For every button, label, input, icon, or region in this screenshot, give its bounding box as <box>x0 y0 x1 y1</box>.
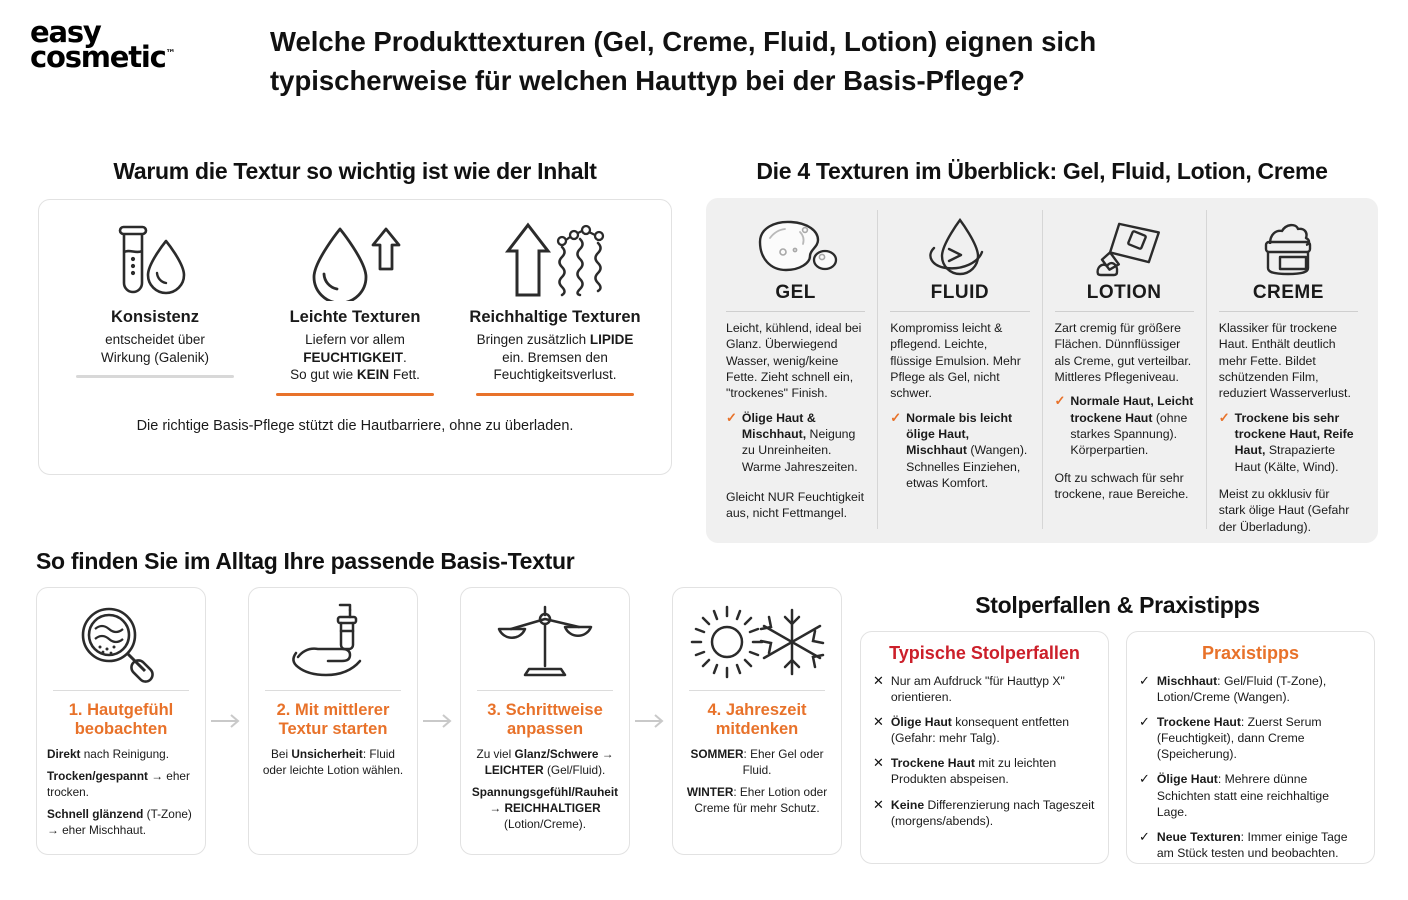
tip-item <box>1139 829 1362 861</box>
why-heading: Leichte Texturen <box>289 308 421 326</box>
tip-item-text: Neue Texturen: Immer einige Tage am Stück testen und beobachten. <box>1156 829 1348 860</box>
brand-line-1: easy <box>30 15 101 49</box>
texture-suited-text: Normale Haut, Leicht trockene Haut (ohne starkes Spannung). Körperpartien. <box>1070 394 1194 458</box>
practice-tips-card <box>1126 631 1375 864</box>
check-icon: ✓ <box>1139 771 1150 787</box>
texture-note: Meist zu okklusiv für stark ölige Haut (Gefahr der Überladung). <box>1218 487 1350 534</box>
step-body: Zu viel Glanz/Schwere → LEICHTER (Gel/Fluid). Spannungsgefühl/Rauheit → REICHHALTIGER (Lotion/Creme). <box>471 747 619 831</box>
step-title: 4. Jahreszeit mitdenken <box>707 701 807 739</box>
texture-name: FLUID <box>890 282 1029 312</box>
texture-name: CREME <box>1219 282 1358 312</box>
trap-item-text: Trockene Haut mit zu leichten Produkten abspeisen. <box>890 756 1057 787</box>
cross-icon: ✕ <box>873 673 884 688</box>
check-icon: ✓ <box>1139 828 1150 844</box>
step-divider <box>265 690 401 691</box>
traps-section-title: Stolperfallen & Praxistipps <box>975 592 1260 618</box>
balance-scale-icon <box>471 600 619 684</box>
step-card-4 <box>672 587 842 855</box>
check-icon: ✓ <box>890 409 902 425</box>
why-body: Liefern vor allem FEUCHTIGKEIT. So gut wie KEIN Fett. <box>290 331 420 383</box>
why-body: Bringen zusätzlich LIPIDE ein. Bremsen den Feuchtigkeitsverlust. <box>476 331 634 383</box>
tip-item-text: Mischhaut: Gel/Fluid (T-Zone), Lotion/Creme (Wangen). <box>1156 674 1327 705</box>
texture-name: GEL <box>726 282 865 312</box>
steps-section-title: So finden Sie im Alltag Ihre passende Basis-Textur <box>36 548 575 574</box>
typical-traps-card <box>860 631 1109 864</box>
check-icon: ✓ <box>726 409 737 425</box>
why-column-konsistenz <box>55 218 255 396</box>
texture-description: Kompromiss leicht & pflegend. Leichte, flüssige Emulsion. Mehr Pflege als Gel, nicht schwer. <box>890 321 1021 401</box>
hand-pump-bottle-icon <box>259 600 407 684</box>
why-body: entscheidet über Wirkung (Galenik) <box>100 331 210 365</box>
check-icon: ✓ <box>1139 714 1150 730</box>
texture-description: Klassiker für trockene Haut. Enthält deutlich mehr Fette. Bildet schützenden Film, reduziert Wasserverlust. <box>1218 321 1351 401</box>
tip-item <box>1139 714 1362 762</box>
why-divider <box>476 393 634 396</box>
texture-note: Oft zu schwach für sehr trockene, raue Bereiche. <box>1054 470 1189 502</box>
trademark-symbol: ™ <box>165 48 176 60</box>
texture-name: LOTION <box>1055 282 1194 312</box>
trap-item-text: Keine Differenzierung nach Tageszeit (morgens/abends). <box>890 797 1095 828</box>
texture-suited-text: Ölige Haut & Mischhaut, Neigung zu Unreinheiten. Warme Jahreszeiten. <box>741 410 858 474</box>
why-texture-section <box>38 158 672 475</box>
why-heading: Reichhaltige Texturen <box>469 308 641 326</box>
step-card-2 <box>248 587 418 855</box>
trap-item <box>873 714 1096 746</box>
tip-item-text: Ölige Haut: Mehrere dünne Schichten statt eine reichhaltige Lage. <box>1156 772 1329 819</box>
step-title: 3. Schrittweise anpassen <box>487 701 603 739</box>
fluid-droplet-swirl-icon <box>890 214 1029 280</box>
texture-description: Leicht, kühlend, ideal bei Glanz. Überwiegend Wasser, wenig/keine Fette. Zieht schnell ein, "trockenes" Finish. <box>726 321 862 401</box>
header <box>0 0 1408 100</box>
creme-jar-icon <box>1219 214 1358 280</box>
step-card-3 <box>460 587 630 855</box>
brand-line-2: cosmetic <box>30 39 166 74</box>
textures-panel <box>706 198 1378 543</box>
why-panel <box>38 199 672 475</box>
cross-icon: ✕ <box>873 755 884 771</box>
lotion-bottle-icon <box>1055 214 1194 280</box>
texture-suited-bullet <box>726 410 865 475</box>
texture-note: Gleicht NUR Feuchtigkeit aus, nicht Fettmangel. <box>726 490 865 521</box>
gel-blob-icon <box>726 214 865 280</box>
cross-icon: ✕ <box>873 714 884 730</box>
trap-item <box>873 797 1096 829</box>
tips-card-heading: Praxistipps <box>1201 643 1300 663</box>
texture-card-gel <box>714 210 877 529</box>
texture-suited-text: Normale bis leicht ölige Haut, Mischhaut (Wangen). Schnelles Einziehen, etwas Komfort. <box>906 410 1028 491</box>
page-title: Welche Produkttexturen (Gel, Creme, Fluid, Lotion) eignen sich typischerweise für welchen Hauttyp bei der Basis-Pflege? <box>270 26 1097 97</box>
sun-snowflake-icon <box>683 600 831 684</box>
why-column-reichhaltige-texturen <box>455 218 655 396</box>
step-body: Direkt nach Reinigung. Trocken/gespannt → eher trocken. Schnell glänzend (T-Zone) → eher Mischhaut. <box>47 747 192 837</box>
step-arrow-1 <box>206 587 248 855</box>
traps-tips-section <box>860 592 1375 864</box>
magnifier-skin-icon <box>47 600 195 684</box>
tip-item <box>1139 673 1362 705</box>
texture-suited-bullet <box>1055 393 1194 458</box>
tip-item-text: Trockene Haut: Zuerst Serum (Feuchtigkeit), dann Creme (Speicherung). <box>1156 715 1322 762</box>
brand-logo <box>0 14 270 74</box>
check-icon: ✓ <box>1218 409 1230 425</box>
why-heading: Konsistenz <box>110 308 199 326</box>
trap-item <box>873 755 1096 787</box>
why-divider <box>76 375 234 378</box>
check-icon: ✓ <box>1054 393 1066 409</box>
steps-section <box>36 548 836 855</box>
trap-item-text: Ölige Haut konsequent entfetten (Gefahr: mehr Talg). <box>890 715 1070 746</box>
cross-icon: ✕ <box>873 796 884 812</box>
arrow-lipids-icon <box>463 218 647 304</box>
why-divider <box>276 393 434 396</box>
texture-card-creme <box>1206 210 1370 534</box>
droplet-up-arrow-icon <box>263 218 447 304</box>
step-title: 2. Mit mittlerer Textur starten <box>276 701 390 739</box>
texture-card-fluid <box>877 210 1041 529</box>
step-title: 1. Hautgefühl beobachten <box>68 701 174 739</box>
step-divider <box>477 690 613 691</box>
step-divider <box>689 690 825 691</box>
test-tube-drop-icon <box>63 218 247 304</box>
step-body: SOMMER: Eher Gel oder Fluid. WINTER: Eher Lotion oder Creme für mehr Schutz. <box>686 747 828 816</box>
check-icon: ✓ <box>1139 673 1150 688</box>
texture-card-lotion <box>1042 210 1206 529</box>
traps-card-heading: Typische Stolperfallen <box>889 643 1080 663</box>
step-card-1 <box>36 587 206 855</box>
step-divider <box>53 690 189 691</box>
why-section-title: Warum die Textur so wichtig ist wie der Inhalt <box>113 158 597 184</box>
texture-suited-bullet <box>890 410 1029 492</box>
trap-item-text: Nur am Aufdruck "für Hauttyp X" orientieren. <box>890 674 1065 705</box>
texture-suited-bullet <box>1219 410 1358 475</box>
trap-item <box>873 673 1096 705</box>
step-arrow-2 <box>418 587 460 855</box>
texture-suited-text: Trockene bis sehr trockene Haut, Reife Haut, Strapazierte Haut (Kälte, Wind). <box>1234 410 1354 474</box>
textures-section-title: Die 4 Texturen im Überblick: Gel, Fluid, Lotion, Creme <box>756 158 1328 184</box>
step-body: Bei Unsicherheit: Fluid oder leichte Lotion wählen. <box>262 747 404 778</box>
tip-item <box>1139 771 1362 819</box>
why-column-leichte-texturen <box>255 218 455 396</box>
why-footer-note: Die richtige Basis-Pflege stützt die Hautbarriere, ohne zu überladen. <box>136 418 574 435</box>
texture-description: Zart cremig für größere Flächen. Dünnflüssiger als Creme, gut verteilbar. Mittleres Pflegeniveau. <box>1054 321 1192 385</box>
step-arrow-3 <box>630 587 672 855</box>
textures-overview-section <box>706 158 1378 543</box>
